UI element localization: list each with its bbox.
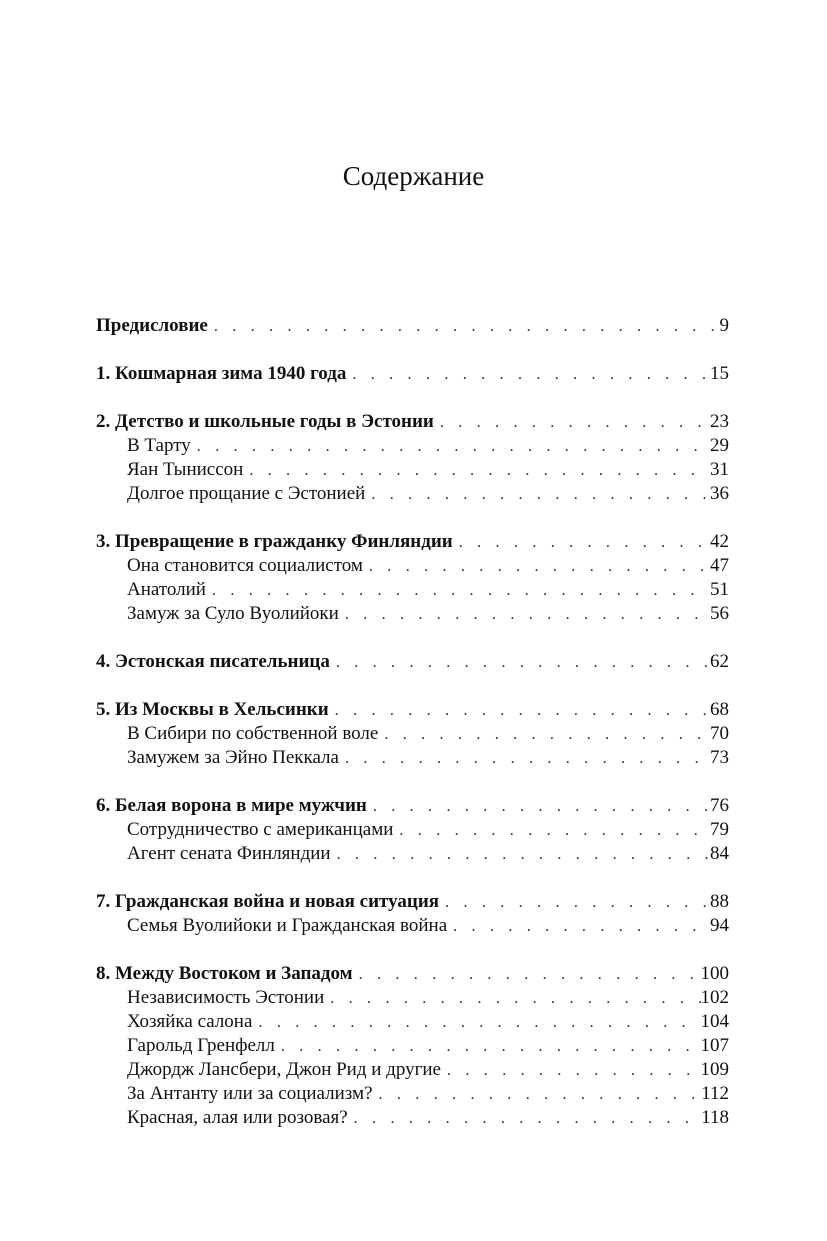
- toc-entry-label: Долгое прощание с Эстонией: [127, 483, 366, 504]
- toc-page-number: 107: [700, 1035, 729, 1056]
- toc-entry-label: Хозяйка салона: [127, 1011, 253, 1032]
- toc-section: [96, 962, 729, 1130]
- dot-leader: [352, 363, 710, 387]
- dot-leader: [459, 531, 710, 555]
- toc-page-number: 62: [710, 651, 729, 672]
- toc-page-number: 94: [710, 915, 729, 936]
- dot-leader: [335, 699, 710, 723]
- toc-section: [96, 314, 729, 338]
- toc-subsection-entry[interactable]: [96, 578, 729, 602]
- toc-page-number: 79: [710, 819, 729, 840]
- toc-page-number: 31: [710, 459, 729, 480]
- toc-page-number: 15: [710, 363, 729, 384]
- toc-subsection-entry[interactable]: [96, 722, 729, 746]
- dot-leader: [214, 315, 716, 339]
- toc-page-number: 23: [710, 411, 729, 432]
- toc-subsection-entry[interactable]: [96, 746, 729, 770]
- toc-entry-label: В Тарту: [127, 435, 191, 456]
- toc-entry-label: 8. Между Востоком и Западом: [96, 963, 353, 984]
- toc-chapter-entry[interactable]: [96, 794, 729, 818]
- toc-chapter-entry[interactable]: [96, 890, 729, 914]
- toc-subsection-entry[interactable]: [96, 1058, 729, 1082]
- toc-chapter-entry[interactable]: [96, 698, 729, 722]
- toc-page-number: 42: [710, 531, 729, 552]
- toc-entry-label: В Сибири по собственной воле: [127, 723, 379, 744]
- toc-entry-label: Независимость Эстонии: [127, 987, 325, 1008]
- toc-section: [96, 362, 729, 386]
- toc-chapter-entry[interactable]: [96, 410, 729, 434]
- toc-page-number: 88: [710, 891, 729, 912]
- toc-page-number: 118: [701, 1107, 729, 1128]
- toc-subsection-entry[interactable]: [96, 602, 729, 626]
- toc-entry-label: 1. Кошмарная зима 1940 года: [96, 363, 347, 384]
- dot-leader: [258, 1011, 700, 1035]
- toc-entry-label: 5. Из Москвы в Хельсинки: [96, 699, 329, 720]
- toc-entry-label: Агент сената Финляндии: [127, 843, 331, 864]
- dot-leader: [440, 411, 710, 435]
- toc-chapter-entry[interactable]: [96, 362, 729, 386]
- toc-entry-label: 2. Детство и школьные годы в Эстонии: [96, 411, 434, 432]
- toc-entry-label: Сотрудничество с американцами: [127, 819, 394, 840]
- dot-leader: [384, 723, 710, 747]
- toc-section: [96, 890, 729, 938]
- toc-page-number: 51: [710, 579, 729, 600]
- toc-entry-label: Замуж за Суло Вуолийоки: [127, 603, 339, 624]
- toc-subsection-entry[interactable]: [96, 554, 729, 578]
- toc-entry-label: Яан Тыниссон: [127, 459, 244, 480]
- dot-leader: [337, 843, 710, 867]
- dot-leader: [399, 819, 710, 843]
- toc-page-number: 84: [710, 843, 729, 864]
- dot-leader: [249, 459, 710, 483]
- toc-page-number: 73: [710, 747, 729, 768]
- dot-leader: [447, 1059, 701, 1083]
- toc-subsection-entry[interactable]: [96, 986, 729, 1010]
- page-title: Содержание: [342, 161, 485, 191]
- dot-leader: [373, 795, 710, 819]
- toc-subsection-entry[interactable]: [96, 914, 729, 938]
- toc-section: [96, 410, 729, 506]
- toc-section: [96, 794, 729, 866]
- dot-leader: [197, 435, 710, 459]
- toc-page-number: 36: [710, 483, 729, 504]
- toc-page-number: 29: [710, 435, 729, 456]
- toc-entry-label: 7. Гражданская война и новая ситуация: [96, 891, 440, 912]
- dot-leader: [371, 483, 710, 507]
- toc-section: [96, 530, 729, 626]
- dot-leader: [345, 747, 710, 771]
- dot-leader: [281, 1035, 701, 1059]
- toc-entry-label: Джордж Лансбери, Джон Рид и другие: [127, 1059, 441, 1080]
- dot-leader: [445, 891, 710, 915]
- toc-entry-label: Красная, алая или розовая?: [127, 1107, 348, 1128]
- toc-page-number: 56: [710, 603, 729, 624]
- toc-entry-label: Семья Вуолийоки и Гражданская война: [127, 915, 448, 936]
- toc-subsection-entry[interactable]: [96, 842, 729, 866]
- toc-entry-label: Анатолий: [127, 579, 206, 600]
- dot-leader: [330, 987, 700, 1011]
- dot-leader: [354, 1107, 702, 1131]
- toc-page-number: 109: [700, 1059, 729, 1080]
- dot-leader: [369, 555, 710, 579]
- toc-subsection-entry[interactable]: [96, 482, 729, 506]
- toc-page-number: 68: [710, 699, 729, 720]
- toc-entry-label: Предисловие: [96, 315, 208, 336]
- toc-subsection-entry[interactable]: [96, 1010, 729, 1034]
- toc-page-number: 102: [700, 987, 729, 1008]
- toc-page-number: 47: [710, 555, 729, 576]
- toc-subsection-entry[interactable]: [96, 1082, 729, 1106]
- toc-entry-label: Гарольд Гренфелл: [127, 1035, 275, 1056]
- toc-page-number: 100: [700, 963, 729, 984]
- toc-chapter-entry[interactable]: [96, 650, 729, 674]
- toc-subsection-entry[interactable]: [96, 434, 729, 458]
- dot-leader: [453, 915, 710, 939]
- toc-entry-label: За Антанту или за социализм?: [127, 1083, 373, 1104]
- toc-chapter-entry[interactable]: [96, 314, 729, 338]
- dot-leader: [345, 603, 710, 627]
- toc-chapter-entry[interactable]: [96, 530, 729, 554]
- dot-leader: [359, 963, 701, 987]
- toc-subsection-entry[interactable]: [96, 1034, 729, 1058]
- dot-leader: [212, 579, 710, 603]
- toc-entry-label: 4. Эстонская писательница: [96, 651, 330, 672]
- toc-entry-label: 6. Белая ворона в мире мужчин: [96, 795, 367, 816]
- dot-leader: [379, 1083, 702, 1107]
- toc-page-number: 112: [701, 1083, 729, 1104]
- toc-entry-label: Она становится социалистом: [127, 555, 363, 576]
- toc-subsection-entry[interactable]: [96, 458, 729, 482]
- toc-entry-label: Замужем за Эйно Пеккала: [127, 747, 339, 768]
- dot-leader: [336, 651, 710, 675]
- toc-page-number: 76: [710, 795, 729, 816]
- toc-entry-label: 3. Превращение в гражданку Финляндии: [96, 531, 453, 552]
- toc-section: [96, 698, 729, 770]
- toc-chapter-entry[interactable]: [96, 962, 729, 986]
- toc-page-number: 104: [700, 1011, 729, 1032]
- toc-page-number: 9: [719, 315, 729, 336]
- toc-subsection-entry[interactable]: [96, 1106, 729, 1130]
- toc-subsection-entry[interactable]: [96, 818, 729, 842]
- table-of-contents: [96, 314, 729, 1154]
- toc-page-number: 70: [710, 723, 729, 744]
- toc-section: [96, 650, 729, 674]
